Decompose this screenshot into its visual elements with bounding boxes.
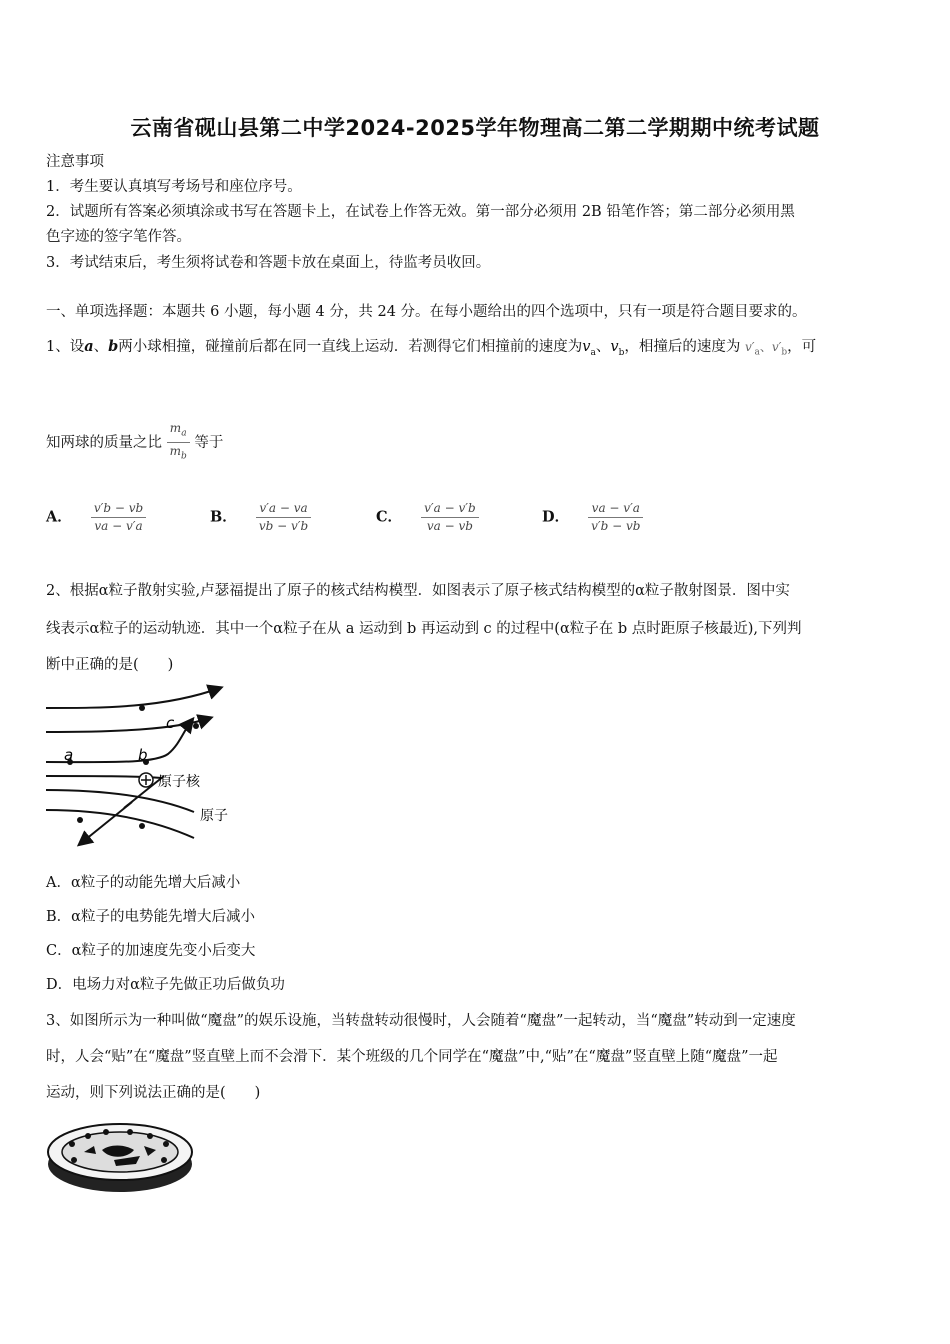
q1-text1: 两小球相撞，碰撞前后都在同一直线上运动．若测得它们相撞前的速度为	[118, 339, 583, 355]
q1-option-d[interactable]	[542, 500, 643, 535]
q1-option-b-den: vb − v′b	[258, 519, 309, 533]
q1-vpb: v′	[771, 340, 782, 354]
notice-item-2-cont: 色字迹的签字笔作答。	[46, 229, 191, 245]
dot-top	[139, 705, 145, 711]
q1-option-c-label: C．	[376, 508, 403, 526]
q1-prefix: 1、设	[46, 339, 85, 355]
q1-ratio-num-sub: a	[181, 428, 187, 439]
q1-option-b-label: B．	[210, 508, 237, 526]
q1-vpb-sub: b	[781, 347, 788, 358]
q1-option-b-num: v′a − va	[256, 500, 311, 518]
dot-lower-left	[77, 817, 83, 823]
q1-option-a-den: va − v′a	[94, 519, 143, 533]
q1-option-d-num: va − v′a	[588, 500, 643, 518]
trajectory-bottom	[46, 810, 194, 838]
trajectory-top	[46, 688, 220, 708]
section-heading: 一、单项选择题：本题共 6 小题，每小题 4 分，共 24 分。在每小题给出的四个选项中，只有一项是符合题目要求的。	[46, 304, 807, 320]
q1-ratio-num: m	[169, 421, 182, 435]
q1-option-b[interactable]	[210, 500, 311, 535]
label-b: b	[138, 746, 148, 764]
dot-bottom	[139, 823, 145, 829]
q1-option-d-den: v′b − vb	[591, 519, 641, 533]
q1-mass-ratio	[167, 420, 190, 466]
label-a: a	[64, 746, 74, 764]
label-c: c	[166, 714, 175, 732]
q2-option-c[interactable]: C．α粒子的加速度先变小后变大	[46, 943, 256, 959]
notice-item-3: 3．考试结束后，考生须将试卷和答题卡放在桌面上，待监考员收回。	[46, 255, 491, 271]
trajectory-backscatter	[80, 802, 132, 844]
dot-c	[193, 723, 199, 729]
q2-stem-line2: 线表示α粒子的运动轨迹．其中一个α粒子在从 a 运动到 b 再运动到 c 的过程中(α粒子在 b 点时距原子核最近),下列判	[46, 621, 802, 637]
q1-ball-a: a	[84, 338, 94, 355]
q1-option-a-num: v′b − vb	[91, 500, 146, 518]
q2-option-b[interactable]: B．α粒子的电势能先增大后减小	[46, 909, 255, 925]
q1-va-sub: a	[590, 347, 596, 358]
q1-text3: ，可	[787, 339, 817, 355]
alpha-scattering-figure	[44, 680, 244, 852]
q1-text5: 等于	[194, 434, 224, 451]
label-nucleus: 原子核	[158, 774, 200, 790]
q1-ball-b: b	[108, 338, 119, 355]
q1-text4: 知两球的质量之比	[46, 434, 162, 451]
q1-vb: v	[610, 339, 619, 355]
q1-option-c[interactable]	[376, 500, 479, 535]
q1-option-c-num: v′a − v′b	[421, 500, 479, 518]
q1-option-d-label: D．	[542, 508, 570, 526]
q3-stem-line3: 运动，则下列说法正确的是( )	[46, 1085, 261, 1101]
q2-option-d[interactable]: D．电场力对α粒子先做正功后做负功	[46, 977, 285, 993]
q1-stem-line2	[46, 420, 908, 466]
q3-stem-line1: 3、如图所示为一种叫做“魔盘”的娱乐设施，当转盘转动很慢时，人会随着“魔盘”一起转动，当“魔盘”转动到一定速度	[46, 1013, 796, 1029]
q1-option-c-den: va − vb	[426, 519, 473, 533]
q2-option-a[interactable]: A．α粒子的动能先增大后减小	[46, 875, 241, 891]
q1-ratio-den-sub: b	[181, 451, 187, 462]
label-atom: 原子	[200, 808, 228, 824]
q1-sep1: 、	[93, 339, 109, 355]
notice-heading: 注意事项	[46, 154, 104, 170]
q1-vpa-sub: a	[754, 347, 760, 358]
q1-vpa: v′	[744, 340, 755, 354]
q2-stem-line3: 断中正确的是( )	[46, 657, 174, 673]
q1-text2: ，相撞后的速度为	[624, 339, 741, 355]
q1-option-a-label: A．	[46, 508, 72, 526]
q1-option-a[interactable]	[46, 500, 146, 535]
notice-item-2: 2．试题所有答案必须填涂或书写在答题卡上，在试卷上作答无效。第一部分必须用 2B 铅笔作答；第二部分必须用黑	[46, 204, 795, 220]
q1-vb-sub: b	[618, 347, 625, 358]
q3-stem-line2: 时，人会“贴”在“魔盘”竖直壁上而不会滑下．某个班级的几个同学在“魔盘”中,“贴”在“魔盘”竖直壁上随“魔盘”一起	[46, 1049, 778, 1065]
trajectory-lower	[46, 790, 194, 812]
q1-va: v	[582, 339, 591, 355]
q1-ratio-den: m	[169, 444, 181, 459]
q1-sep2: 、	[595, 339, 611, 355]
q1-sep3: 、	[759, 340, 772, 354]
page-title: 云南省砚山县第二中学2024-2025学年物理高二第二学期期中统考试题	[130, 116, 820, 140]
q1-stem-line1	[46, 330, 908, 370]
magic-disk-figure	[44, 1116, 200, 1198]
q2-stem-line1: 2、根据α粒子散射实验,卢瑟福提出了原子的核式结构模型．如图表示了原子核式结构模型的α粒子散射图景．图中实	[46, 583, 790, 599]
notice-item-1: 1．考生要认真填写考场号和座位序号。	[46, 179, 302, 195]
